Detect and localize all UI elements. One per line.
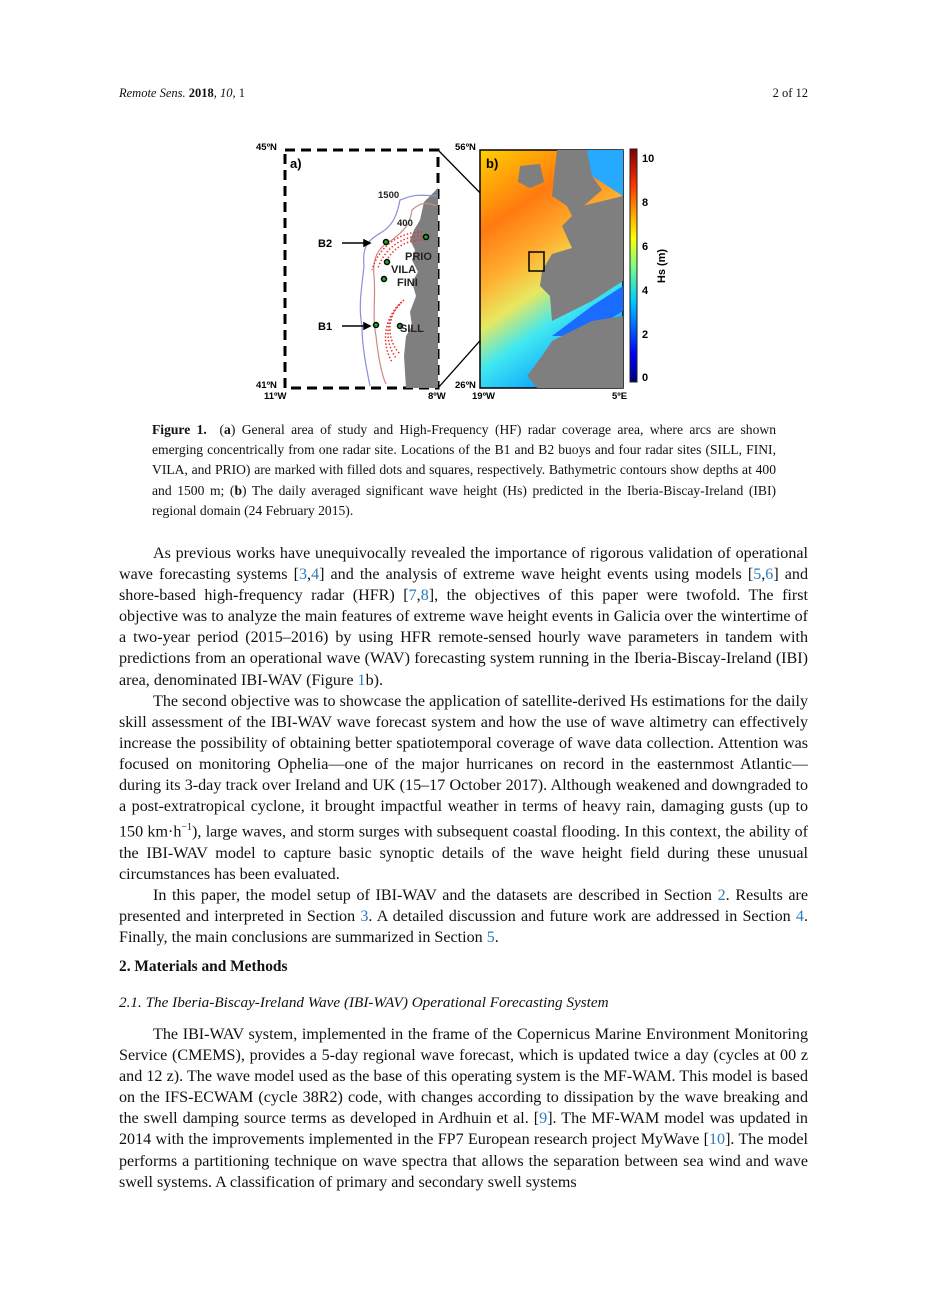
panel-a-lon-left: 11ºW bbox=[264, 391, 287, 402]
panel-b bbox=[455, 142, 627, 402]
year: 2018 bbox=[188, 86, 214, 100]
label-vila: VILA bbox=[391, 264, 417, 276]
paragraph-4: The IBI-WAV system, implemented in the frame of the Copernicus Marine Environment Monitoring Service (CMEMS), provides a 5-day regional wave forecast, which is updated twice a day (cycles at 00 z and 12 z). The wave model used as the base of this operating system is the MF-WAM. This model is based on the IFS-ECWAM (cycle 38R2) code, with changes according to dissipation by the wave breaking and the swell damping source terms as developed in Ardhuin et al. [9]. The MF-WAM model was updated in 2014 with the improvements implemented in the FP7 European research project MyWave [10]. The model performs a partitioning technique on wave spectra that allows the separation between sea wind and wave swell systems. A classification of primary and secondary swell systems bbox=[119, 1026, 808, 1191]
subsection-heading: 2.1. The Iberia-Biscay-Ireland Wave (IBI-WAV) Operational Forecasting System bbox=[119, 994, 609, 1011]
citation-link[interactable]: 8 bbox=[420, 587, 429, 605]
figure-1 bbox=[252, 136, 677, 404]
label-b2: B2 bbox=[318, 238, 333, 250]
colorbar-label: Hs (m) bbox=[656, 248, 668, 284]
citation-link[interactable]: 4 bbox=[311, 566, 320, 584]
body-methods bbox=[119, 1024, 808, 1193]
panel-b-lon-left: 19ºW bbox=[472, 391, 496, 402]
svg-text:10: 10 bbox=[642, 153, 655, 165]
label-sill: SILL bbox=[400, 323, 424, 335]
label-1500: 1500 bbox=[378, 190, 400, 201]
svg-text:6: 6 bbox=[642, 241, 649, 253]
label-b1: B1 bbox=[318, 321, 333, 333]
figure-1-maps bbox=[252, 136, 677, 404]
panel-b-label: b) bbox=[486, 156, 499, 171]
paragraph-2: The second objective was to showcase the application of satellite-derived Hs estimations for the daily skill assessment of the IBI-WAV wave forecast system and how the use of wave altimetry can effectively increase the possibility of obtaining better spatiotemporal coverage of wave data collection. Attention was focused on monitoring Ophelia—one of the major hurricanes on record in the easternmost Atlantic—during its 3-day track over Ireland and UK (15–17 October 2017). Although weakened and downgraded to a post-extratropical cyclone, it brought impactful weather in terms of heavy rain, damaging gusts (up to 150 $km\cdot h^{-1}$), large waves, and storm surges with subsequent coastal flooding. In this context, the ability of the IBI-WAV model to capture basic synoptic details of the wave height field during these unusual circumstances has been evaluated. bbox=[119, 692, 808, 883]
svg-text:2: 2 bbox=[642, 329, 649, 341]
citation-link[interactable]: 9 bbox=[539, 1110, 548, 1128]
panel-a-lon-right: 8ºW bbox=[428, 391, 446, 402]
citation-link[interactable]: 5 bbox=[753, 566, 762, 584]
label-400: 400 bbox=[397, 218, 413, 229]
panel-b-lon-right: 5ºE bbox=[612, 391, 628, 402]
figure-caption: Figure 1. (a) General area of study and High-Frequency (HF) radar coverage area, where arcs are shown emerging concentrically from one radar site. Locations of the B1 and B2 buoys and four radar sites (SILL, FINI, VILA, and PRIO) are marked with filled dots and squares, respectively. Bathymetric contours show depths at 400 and 1500 m; (b) The daily averaged significant wave height (Hs) predicted in the Iberia-Biscay-Ireland (IBI) regional domain (24 February 2015). bbox=[152, 422, 777, 518]
figure-link[interactable]: 1 bbox=[357, 671, 366, 689]
panel-a bbox=[256, 142, 446, 402]
section-link[interactable]: 3 bbox=[360, 907, 369, 925]
svg-text:0: 0 bbox=[642, 372, 649, 384]
panel-a-lat-bottom: 41ºN bbox=[256, 380, 277, 391]
section-link[interactable]: 4 bbox=[795, 907, 804, 925]
panel-a-label: a) bbox=[290, 156, 302, 171]
panel-a-lat-top: 45ºN bbox=[256, 142, 277, 153]
citation-link[interactable]: 10 bbox=[708, 1131, 726, 1149]
svg-text:4: 4 bbox=[642, 285, 649, 297]
paragraph-1: As previous works have unequivocally revealed the importance of rigorous validation of operational wave forecasting systems [3,4] and the analysis of extreme wave height events using models [5,6] and shore-based high-frequency radar (HFR) [7,8], the objectives of this paper were twofold. The first objective was to analyze the main features of extreme wave height events in Galicia over the wintertime of a two-year period (2015–2016) by using HFR remote-sensed hourly wave parameters in tandem with predictions from an operational wave (WAV) forecasting system running in the Iberia-Biscay-Ireland (IBI) area, denominated IBI-WAV (Figure 1b). bbox=[119, 545, 808, 689]
citation-link[interactable]: 7 bbox=[408, 587, 417, 605]
volume: 10 bbox=[220, 86, 233, 100]
paragraph-3: In this paper, the model setup of IBI-WAV and the datasets are described in Section 2. Results are presented and interpreted in Section 3. A detailed discussion and future work are addressed in Section 4. Finally, the main conclusions are summarized in Section 5. bbox=[119, 886, 809, 947]
citation-link[interactable]: 3 bbox=[298, 566, 308, 584]
section-heading: 2. Materials and Methods bbox=[119, 958, 288, 975]
article-number: 1 bbox=[238, 86, 246, 100]
journal-citation: Remote Sens. 2018, 10, 1 bbox=[119, 86, 246, 100]
panel-b-lat-top: 56ºN bbox=[455, 142, 476, 153]
caption-label: Figure 1. bbox=[152, 422, 207, 437]
page-number: 2 of 12 bbox=[772, 86, 808, 100]
panel-b-lat-bottom: 26ºN bbox=[455, 380, 476, 391]
citation-link[interactable]: 6 bbox=[765, 566, 774, 584]
section-link[interactable]: 5 bbox=[486, 929, 495, 947]
label-prio: PRIO bbox=[405, 251, 432, 263]
svg-text:8: 8 bbox=[642, 197, 649, 209]
colorbar bbox=[630, 149, 668, 384]
section-link[interactable]: 2 bbox=[717, 886, 726, 904]
body-intro bbox=[119, 543, 808, 948]
label-fini: FINI bbox=[397, 277, 418, 289]
running-header bbox=[119, 86, 808, 106]
